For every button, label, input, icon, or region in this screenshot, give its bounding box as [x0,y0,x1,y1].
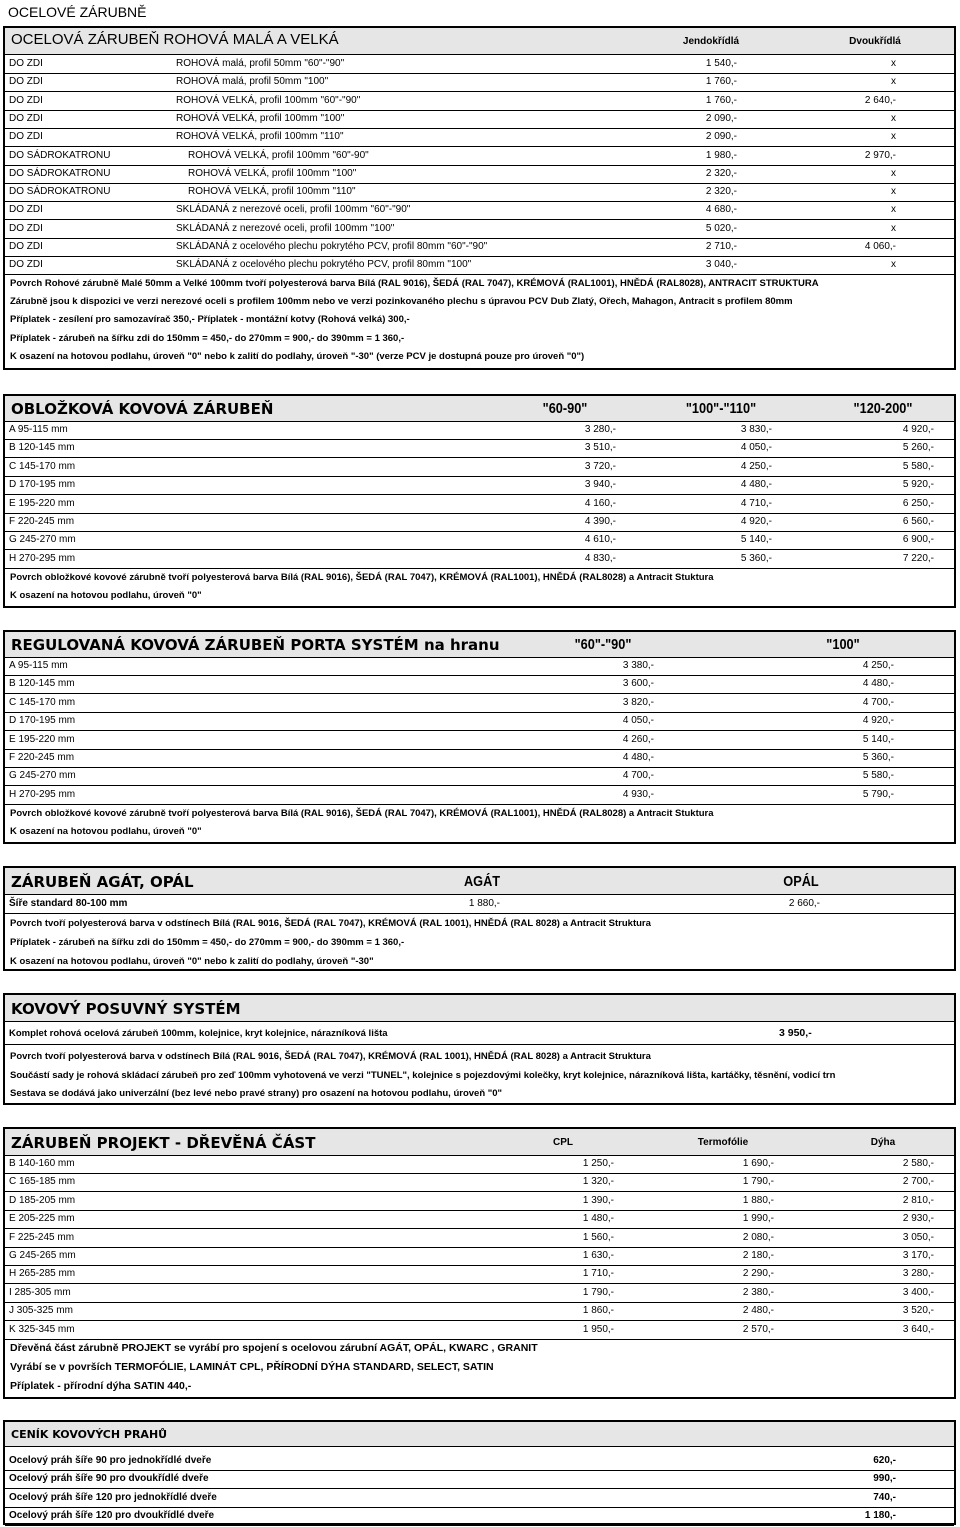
price-value: 4 160,- [584,497,616,509]
price-double: x [891,131,896,143]
size-label: E 205-225 mm [9,1213,75,1225]
price-value: 4 390,- [584,516,616,527]
note-line: Povrch tvoří polyesterová barva v odstínech Bílá (RAL 9016, ŠEDÁ (RAL 7047), KRÉMOVÁ (RAL 1001), HNĚDÁ (RAL 8028) a Antracit Struktura [10,1051,651,1062]
threshold-label: Ocelový práh šíře 120 pro dvoukřídlé dveře [9,1509,215,1521]
table-row [5,183,954,202]
price-value: 4 700,- [862,696,894,708]
size-label: C 145-170 mm [9,696,76,708]
item-price: 3 950,- [779,1027,812,1039]
table-row [5,201,954,220]
threshold-price: 1 180,- [864,1509,896,1521]
price-double: x [891,204,896,216]
table-row [5,1452,954,1471]
price-value: 5 580,- [862,770,894,782]
size-label: G 245-265 mm [9,1250,76,1261]
threshold-label: Ocelový práh šíře 90 pro jednokřídlé dveře [9,1455,212,1466]
price-value: 6 250,- [902,497,934,509]
price-value: 5 140,- [740,534,772,546]
price-value: 3 830,- [740,424,772,435]
table-row [5,495,954,514]
size-label: Šíře standard 80-100 mm [9,898,128,909]
column-header: AGÁT [463,873,501,890]
price-single: 1 760,- [705,94,737,106]
profile-description: SKLÁDANÁ z ocelového plechu pokrytého PCV, profil 80mm "100" [176,259,472,271]
note-line: K osazení na hotovou podlahu, úroveň "0" nebo k zalití do podlahy, úroveň "-30" (verze PCV je dostupná pouze pro úroveň "0") [10,350,585,362]
price-value: 1 320,- [582,1176,614,1188]
price-value: 1 250,- [582,1158,614,1169]
price-value: 4 930,- [622,788,654,800]
price-value: 3 520,- [902,1305,934,1317]
price-double: x [891,58,896,69]
price-value: 7 220,- [902,552,934,564]
note-line: Zárubně jsou k dispozici ve verzi nerezové oceli s profilem 100mm nebo ve verzi pozinkovaného plechu s úpravou PCV Dub Zlatý, Ořech, Mahagon, Antracit s profilem 80mm [10,296,793,308]
size-label: F 220-245 mm [9,516,75,527]
table-row [5,1155,954,1174]
page-title: OCELOVÉ ZÁRUBNĚ [8,4,147,20]
table-row [5,1022,954,1045]
section-posuvny-system [3,993,956,1105]
note-line: Součástí sady je rohová skládací zárubeň pro zeď 100mm vyhotovená ve verzi "TUNEL", kolejnice s pojezdovými kolečky, kryt kolejnice, nárazníková lišta, kartáčky, těsnění, vodicí trn [10,1069,836,1081]
price-value: 3 940,- [584,479,616,491]
section-porta-system [3,630,956,844]
section-rohova-zarubne [3,26,956,370]
column-header: OPÁL [783,873,819,890]
threshold-price: 990,- [873,1473,896,1485]
price-value: 1 390,- [582,1194,614,1206]
price-value: 2 180,- [742,1250,774,1261]
note-line: Vyrábí se v površích TERMOFÓLIE, LAMINÁT CPL, PŘÍRODNÍ DÝHA STANDARD, SELECT, SATIN [10,1361,494,1373]
price-single: 1 760,- [705,76,737,88]
table-row [5,1321,954,1340]
section-agat-opal [3,866,956,971]
price-double: x [891,186,896,198]
section-header [5,28,954,55]
mounting-type: DO ZDI [9,131,43,143]
mounting-type: DO ZDI [9,241,43,252]
note-line: Povrch obložkové kovové zárubně tvoří polyesterová barva Bílá (RAL 9016), ŠEDÁ (RAL 7047), KRÉMOVÁ (RAL1001), HNĚDÁ (RAL8028) a Antracit Stuktura [10,572,714,583]
table-row [5,731,954,750]
table-row [5,458,954,477]
price-single: 5 020,- [705,222,737,234]
table-row [5,1192,954,1211]
table-row [5,1173,954,1192]
table-row [5,1210,954,1229]
section-title: CENÍK KOVOVÝCH PRAHŮ [11,1428,168,1441]
table-row [5,786,954,805]
threshold-price: 740,- [873,1491,896,1503]
item-label: Komplet rohová ocelová zárubeň 100mm, kolejnice, kryt kolejnice, nárazníková lišta [9,1028,388,1039]
section-oblozkova-zarubne [3,394,956,608]
price-single: 2 090,- [705,131,737,143]
mounting-type: DO ZDI [9,204,43,216]
price-single: 2 710,- [705,241,737,252]
note-line: Sestava se dodává jako univerzální (bez levé nebo pravé strany) pro osazení na hotovou podlahu, úroveň "0" [10,1088,503,1099]
size-label: G 245-270 mm [9,534,76,546]
size-label: A 95-115 mm [9,660,68,671]
price-single: 4 680,- [705,204,737,216]
price-value: 4 480,- [862,678,894,690]
price-value: 1 710,- [582,1268,614,1280]
size-label: J 305-325 mm [9,1305,73,1317]
size-label: D 170-195 mm [9,479,76,491]
price-value: 4 050,- [740,442,772,454]
price-value: 5 920,- [902,479,934,491]
table-row [5,110,954,129]
profile-description: ROHOVÁ malá, profil 50mm "100" [176,76,329,88]
profile-description: ROHOVÁ malá, profil 50mm "60"-"90" [176,58,345,69]
note-line: K osazení na hotovou podlahu, úroveň "0" nebo k zalití do podlahy, úroveň "-30" [10,956,374,967]
profile-description: SKLÁDANÁ z ocelového plechu pokrytého PCV, profil 80mm "60"-"90" [176,241,488,252]
size-label: H 270-295 mm [9,788,76,800]
mounting-type: DO ZDI [9,222,43,234]
price-value: 1 950,- [582,1323,614,1335]
section-title: OCELOVÁ ZÁRUBEŇ ROHOVÁ MALÁ A VELKÁ [11,31,339,48]
column-header: "60"-"90" [574,636,632,653]
table-row [5,1302,954,1321]
table-row [5,1470,954,1489]
section-title: ZÁRUBEŇ AGÁT, OPÁL [11,873,194,891]
price-double: x [891,259,896,271]
price-value: 3 280,- [902,1268,934,1280]
size-label: B 120-145 mm [9,442,75,454]
price-value: 2 930,- [902,1213,934,1225]
table-row [5,1507,954,1526]
price-value: 5 790,- [862,788,894,800]
price-value: 1 630,- [582,1250,614,1261]
price-value: 3 380,- [622,660,654,671]
price-value: 4 920,- [740,516,772,527]
price-single: 2 320,- [705,186,737,198]
table-row [5,1265,954,1284]
table-row [5,476,954,495]
price-value: 4 050,- [622,715,654,727]
table-row [5,73,954,92]
table-row [5,712,954,731]
mounting-type: DO ZDI [9,94,43,106]
size-label: E 195-220 mm [9,497,75,509]
table-row [5,694,954,713]
price-value: 3 280,- [584,424,616,435]
column-header: Termofólie [697,1137,749,1148]
profile-description: ROHOVÁ VELKÁ, profil 100mm "100" [188,167,357,179]
note-line: Příplatek - zesílení pro samozavírač 350,- Příplatek - montážní kotvy (Rohová velká) 300,- [10,314,410,326]
size-label: C 145-170 mm [9,460,76,472]
price-value: 3 400,- [902,1286,934,1298]
price-value: 1 880,- [742,1194,774,1206]
profile-description: ROHOVÁ VELKÁ, profil 100mm "100" [176,112,345,124]
profile-description: ROHOVÁ VELKÁ, profil 100mm "60"-"90" [176,94,361,106]
size-label: H 265-285 mm [9,1268,76,1280]
price-value: 5 360,- [862,752,894,763]
price-value: 2 380,- [742,1286,774,1298]
size-label: I 285-305 mm [9,1286,71,1298]
price-single: 1 540,- [705,58,737,69]
table-row [5,439,954,458]
table-row [5,55,954,74]
mounting-type: DO ZDI [9,58,43,69]
price-value: 4 700,- [622,770,654,782]
profile-description: ROHOVÁ VELKÁ, profil 100mm "110" [176,131,344,143]
price-value: 4 920,- [862,715,894,727]
price-value: 1 790,- [742,1176,774,1188]
table-row [5,1489,954,1508]
mounting-type: DO SÁDROKATRONU [9,186,111,198]
section-header [5,1422,954,1447]
price-value: 1 990,- [742,1213,774,1225]
price-value: 1 790,- [582,1286,614,1298]
price-double: 2 640,- [864,94,896,106]
price-double: x [891,222,896,234]
price-value: 2 700,- [902,1176,934,1188]
price-value: 4 250,- [862,660,894,671]
size-label: B 120-145 mm [9,678,75,690]
table-row [5,220,954,239]
table-row [5,1247,954,1266]
price-value: 2 810,- [902,1194,934,1206]
price-agat: 1 880,- [468,898,500,909]
table-row [5,1229,954,1248]
table-row [5,238,954,257]
size-label: F 220-245 mm [9,752,75,763]
section-title: ZÁRUBEŇ PROJEKT - DŘEVĚNÁ ČÁST [11,1134,316,1152]
size-label: H 270-295 mm [9,552,76,564]
table-row [5,128,954,147]
price-value: 4 480,- [740,479,772,491]
table-row [5,147,954,166]
price-value: 3 050,- [902,1231,934,1243]
price-value: 4 250,- [740,460,772,472]
price-value: 4 920,- [902,424,934,435]
price-value: 6 900,- [902,534,934,546]
column-header: "100"-"110" [685,400,757,417]
profile-description: SKLÁDANÁ z nerezové oceli, profil 100mm "60"-"90" [176,204,411,216]
note-line: Dřevěná část zárubně PROJEKT se vyrábí pro spojení s ocelovou zárubní AGÁT, OPÁL, KWARC , GRANIT [10,1342,538,1354]
table-row [5,165,954,184]
size-label: D 185-205 mm [9,1194,76,1206]
price-value: 5 260,- [902,442,934,454]
price-single: 2 090,- [705,112,737,124]
size-label: G 245-270 mm [9,770,76,782]
section-title: KOVOVÝ POSUVNÝ SYSTÉM [11,1000,241,1018]
size-label: D 170-195 mm [9,715,76,727]
price-value: 3 820,- [622,696,654,708]
threshold-label: Ocelový práh šíře 120 pro jednokřídlé dveře [9,1491,217,1503]
price-double: x [891,112,896,124]
table-row [5,1284,954,1303]
price-single: 1 980,- [705,149,737,161]
price-value: 1 690,- [742,1158,774,1169]
price-value: 1 480,- [582,1213,614,1225]
table-row [5,749,954,768]
section-title: REGULOVANÁ KOVOVÁ ZÁRUBEŇ PORTA SYSTÉM na hranu [11,636,500,654]
mounting-type: DO SÁDROKATRONU [9,167,111,179]
price-value: 4 610,- [584,534,616,546]
profile-description: ROHOVÁ VELKÁ, profil 100mm "110" [188,186,356,198]
price-value: 4 260,- [622,733,654,745]
column-header-dvoukridla: Dvoukřídlá [849,36,901,47]
size-label: A 95-115 mm [9,424,68,435]
table-row [5,421,954,440]
price-value: 5 360,- [740,552,772,564]
profile-description: SKLÁDANÁ z nerezové oceli, profil 100mm "100" [176,222,395,234]
table-row [5,675,954,694]
price-value: 2 290,- [742,1268,774,1280]
price-value: 3 600,- [622,678,654,690]
mounting-type: DO ZDI [9,112,43,124]
price-value: 5 140,- [862,733,894,745]
table-row [5,531,954,550]
threshold-price: 620,- [873,1455,896,1466]
column-header: "100" [826,636,860,653]
table-row [5,657,954,676]
note-line: Příplatek - přírodní dýha SATIN 440,- [10,1380,192,1392]
price-value: 4 710,- [740,497,772,509]
price-single: 3 040,- [705,259,737,271]
price-value: 6 560,- [902,516,934,527]
price-value: 5 580,- [902,460,934,472]
price-value: 3 720,- [584,460,616,472]
mounting-type: DO SÁDROKATRONU [9,149,111,161]
price-value: 3 170,- [902,1250,934,1261]
price-value: 2 080,- [742,1231,774,1243]
price-opal: 2 660,- [788,898,820,909]
price-double: 2 970,- [864,149,896,161]
threshold-label: Ocelový práh šíře 90 pro dvoukřídlé dveře [9,1473,209,1485]
column-header: CPL [553,1137,573,1148]
section-header [5,995,954,1022]
note-line: Příplatek - zárubeň na šířku zdi do 150mm = 450,- do 270mm = 900,- do 390mm = 1 360,- [10,937,405,948]
price-value: 4 480,- [622,752,654,763]
mounting-type: DO ZDI [9,76,43,88]
price-value: 1 860,- [582,1305,614,1317]
table-row [5,767,954,786]
note-line: Povrch obložkové kovové zárubně tvoří polyesterová barva Bílá (RAL 9016), ŠEDÁ (RAL 7047), KRÉMOVÁ (RAL1001), HNĚDÁ (RAL8028) a Antracit Stuktura [10,808,714,819]
table-row [5,550,954,569]
price-value: 2 580,- [902,1158,934,1169]
price-value: 2 480,- [742,1305,774,1317]
size-label: F 225-245 mm [9,1231,75,1243]
size-label: C 165-185 mm [9,1176,76,1188]
column-header: "60-90" [542,400,588,417]
column-header: "120-200" [853,400,913,417]
column-header: Dýha [870,1137,896,1148]
note-line: Povrch Rohové zárubně Malé 50mm a Velké 100mm tvoří polyesterová barva Bílá (RAL 9016), ŠEDÁ (RAL 7047), KRÉMOVÁ (RAL1001), HNĚDÁ (RAL8028), ANTRACIT STRUKTURA [10,278,819,289]
table-row [5,895,954,914]
price-value: 2 570,- [742,1323,774,1335]
table-row [5,513,954,532]
section-header [5,396,954,422]
section-projekt-drevena [3,1127,956,1399]
size-label: B 140-160 mm [9,1158,75,1169]
price-value: 3 510,- [584,442,616,454]
profile-description: ROHOVÁ VELKÁ, profil 100mm "60"-90" [188,149,369,161]
note-line: K osazení na hotovou podlahu, úroveň "0" [10,826,202,837]
price-value: 4 830,- [584,552,616,564]
price-value: 1 560,- [582,1231,614,1243]
table-row [5,256,954,275]
note-line: K osazení na hotovou podlahu, úroveň "0" [10,590,202,601]
price-value: 3 640,- [902,1323,934,1335]
price-single: 2 320,- [705,167,737,179]
note-line: Příplatek - zárubeň na šířku zdi do 150mm = 450,- do 270mm = 900,- do 390mm = 1 360,- [10,332,405,344]
column-header-jednokridla: Jendokřídlá [682,36,740,47]
price-double: x [891,167,896,179]
section-kovove-prahy [3,1420,956,1525]
price-double: x [891,76,896,88]
size-label: E 195-220 mm [9,733,75,745]
table-row [5,92,954,111]
mounting-type: DO ZDI [9,259,43,271]
size-label: K 325-345 mm [9,1323,75,1335]
price-double: 4 060,- [864,241,896,252]
section-title: OBLOŽKOVÁ KOVOVÁ ZÁRUBEŇ [11,400,274,418]
note-line: Povrch tvoří polyesterová barva v odstínech Bílá (RAL 9016, ŠEDÁ (RAL 7047), KRÉMOVÁ (RAL 1001), HNĚDÁ (RAL 8028) a Antracit Struktura [10,918,651,929]
